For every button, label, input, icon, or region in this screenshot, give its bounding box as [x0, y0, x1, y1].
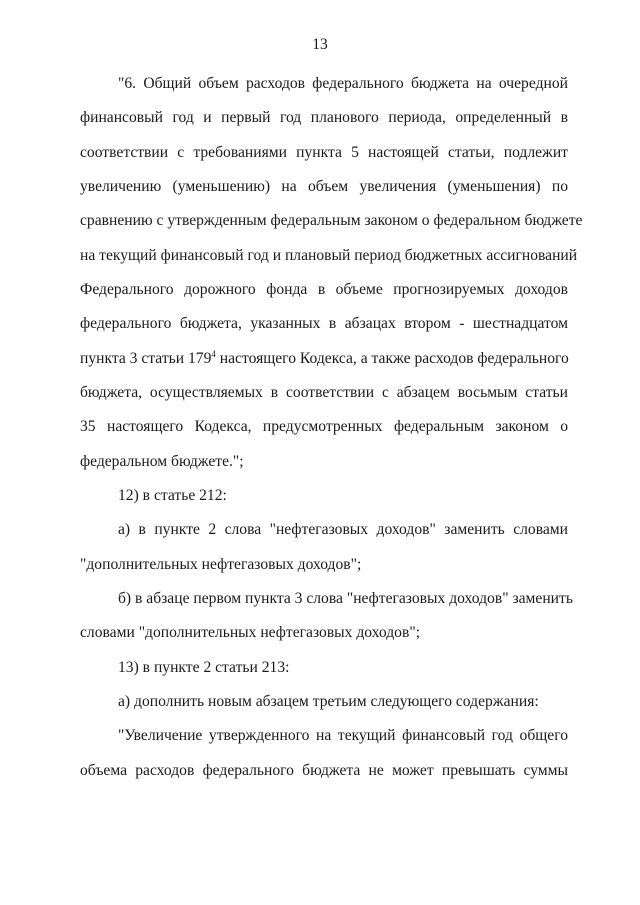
- text-line-continuation: настоящего Кодекса, а также расходов федерального: [215, 349, 569, 367]
- text-line: [80, 410, 568, 444]
- text-line-content: пункта 3 статьи 179: [80, 349, 212, 367]
- text-line-content: бюджета, осуществляемых в соответствии с абзацем восьмым статьи: [80, 383, 568, 401]
- text-line: [80, 719, 568, 753]
- text-line: [80, 273, 568, 307]
- text-line: [80, 136, 568, 170]
- text-line-content: соответствии с требованиями пункта 5 настоящей статьи, подлежит: [80, 143, 568, 161]
- text-line: [80, 342, 568, 376]
- text-line: [80, 307, 568, 341]
- text-line: [80, 651, 568, 685]
- text-line-content: финансовый год и первый год планового периода, определенный в: [80, 109, 568, 127]
- text-line-content: сравнению с утвержденным федеральным законом о федеральном бюджете: [80, 212, 583, 230]
- document-body: [80, 67, 583, 788]
- text-line: [80, 685, 568, 719]
- text-line-content: а) в пункте 2 слова "нефтегазовых доходов" заменить словами: [118, 521, 568, 539]
- text-line-content: 35 настоящего Кодекса, предусмотренных федеральным законом о: [80, 418, 568, 436]
- text-line: [80, 239, 578, 273]
- text-line: [80, 67, 568, 101]
- text-line-content: федерального бюджета, указанных в абзацах втором - шестнадцатом: [80, 315, 568, 333]
- text-line: [80, 582, 573, 616]
- text-line: [80, 513, 568, 547]
- text-line: [80, 548, 568, 582]
- text-line: [80, 376, 568, 410]
- text-line: [80, 445, 568, 479]
- text-line-content: "6. Общий объем расходов федерального бюджета на очередной: [118, 75, 568, 92]
- text-line: [80, 101, 568, 135]
- article-superscript: 4: [211, 348, 216, 359]
- text-line: [80, 204, 583, 238]
- text-line-content: 13) в пункте 2 статьи 213:: [118, 658, 290, 676]
- text-line-content: федеральном бюджете.";: [80, 452, 244, 470]
- text-line-content: "Увеличение утвержденного на текущий финансовый год общего: [118, 727, 568, 745]
- text-line-content: "дополнительных нефтегазовых доходов";: [80, 555, 362, 573]
- page-number: 13: [312, 36, 328, 53]
- text-line: [80, 754, 568, 788]
- text-line-content: увеличению (уменьшению) на объем увеличения (уменьшения) по: [80, 177, 568, 195]
- text-line-content: словами "дополнительных нефтегазовых доходов";: [80, 624, 421, 642]
- text-line: [80, 616, 568, 650]
- text-line-content: 12) в статье 212:: [118, 486, 227, 504]
- text-line-content: а) дополнить новым абзацем третьим следующего содержания:: [118, 692, 539, 710]
- text-line-content: Федерального дорожного фонда в объеме прогнозируемых доходов: [80, 280, 568, 298]
- text-line-content: объема расходов федерального бюджета не может превышать суммы: [80, 761, 568, 779]
- text-line-content: б) в абзаце первом пункта 3 слова "нефтегазовых доходов" заменить: [118, 589, 573, 607]
- text-line: [80, 479, 568, 513]
- text-line-content: на текущий финансовый год и плановый период бюджетных ассигнований: [80, 246, 578, 264]
- text-line: [80, 170, 568, 204]
